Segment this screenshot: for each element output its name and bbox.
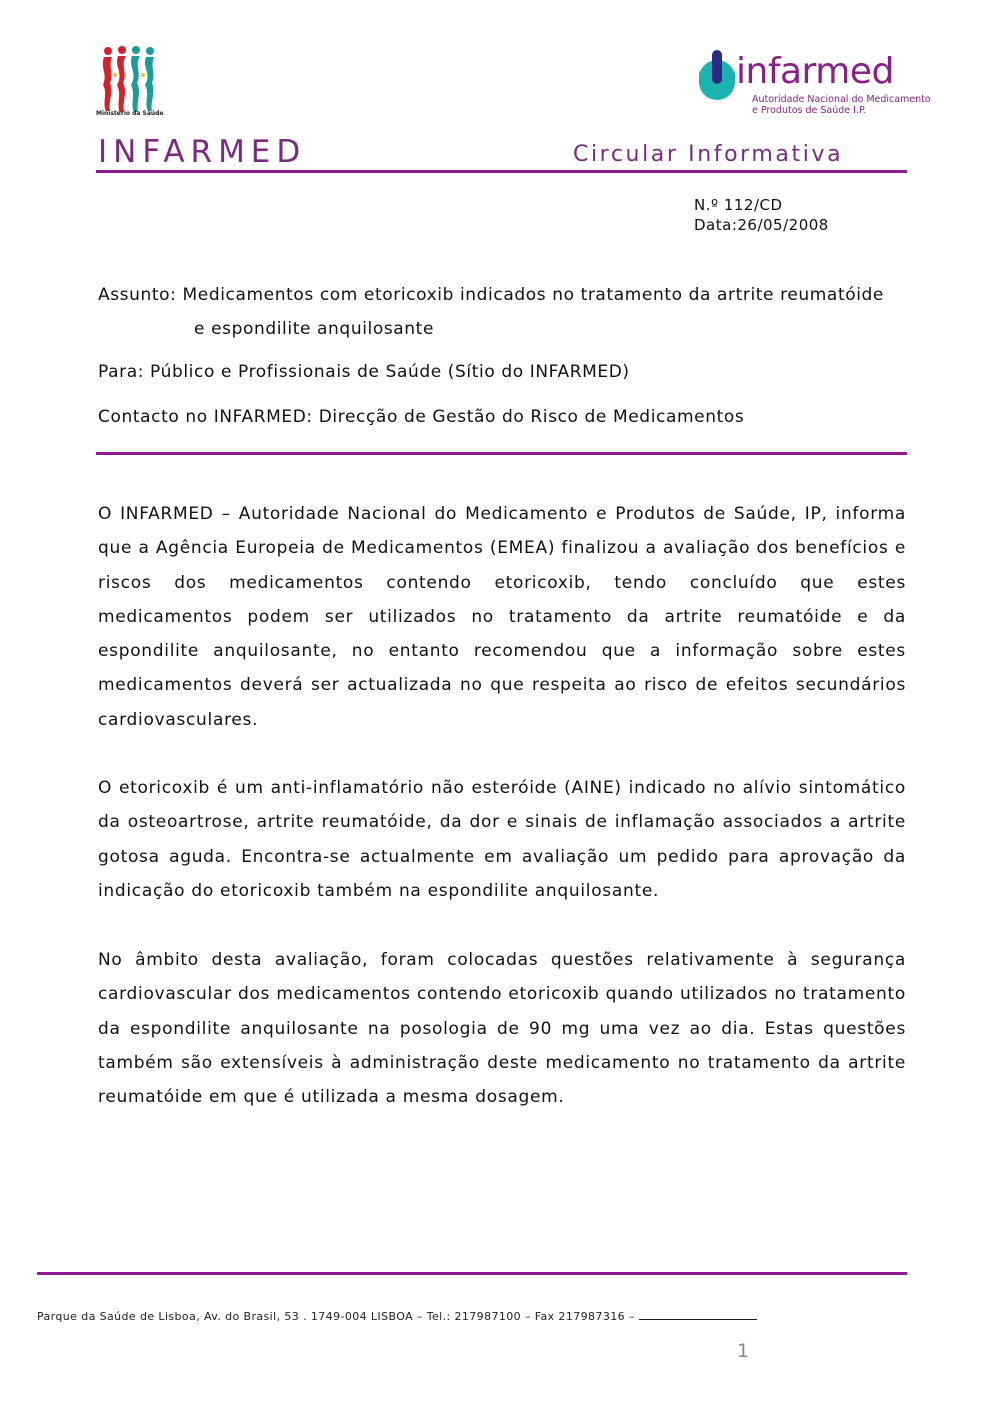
circular-date: Data:26/05/2008: [694, 216, 829, 234]
infarmed-logo-icon: [697, 50, 737, 100]
subject-line-2: e espondilite anquilosante: [194, 319, 435, 339]
circular-number: N.º 112/CD: [694, 196, 783, 214]
body-paragraph-2: O etoricoxib é um anti-inflamatório não esteróide (AINE) indicado no alívio sintomático da osteoartrose, artrite reumatóide, da dor e sinais de inflamação associados a artrite gotosa aguda. Encontra-se actualmente em avaliação um pedido para aprovação da indicação do etoricoxib também na espondilite anquilosante.: [98, 778, 906, 901]
ministry-caption: Ministério da Saúde: [96, 110, 164, 117]
brand-subtitle-line2: e Produtos de Saúde I.P.: [752, 105, 867, 116]
contact: Contacto no INFARMED: Direcção de Gestão do Risco de Medicamentos: [98, 407, 745, 427]
document-type: Circular Informativa: [573, 142, 844, 167]
recipients: Para: Público e Profissionais de Saúde (Sítio do INFARMED): [98, 362, 630, 382]
page-number: 1: [737, 1340, 750, 1362]
brand-subtitle-line1: Autoridade Nacional do Medicamento: [752, 94, 931, 105]
ministerio-da-saude-logo: [98, 45, 160, 117]
details-divider: [96, 452, 907, 455]
brand-subtitle: [752, 94, 931, 116]
footer-divider: [37, 1272, 907, 1275]
body-paragraph-3: No âmbito desta avaliação, foram colocadas questões relativamente à segurança cardiovascular dos medicamentos contendo etoricoxib quando utilizados no tratamento da espondilite anquilosante na posologia de 90 mg uma vez ao dia. Estas questões também são extensíveis à administração deste medicamento no tratamento da artrite reumatóide em que é utilizada a mesma dosagem.: [98, 950, 906, 1108]
footer-blank-line: [639, 1310, 757, 1320]
subject-line-1: Assunto: Medicamentos com etoricoxib indicados no tratamento da artrite reumatóide: [98, 285, 884, 305]
header-divider: [96, 170, 907, 173]
body-paragraph-1: O INFARMED – Autoridade Nacional do Medicamento e Produtos de Saúde, IP, informa que a Agência Europeia de Medicamentos (EMEA) finalizou a avaliação dos benefícios e riscos dos medicamentos contendo etoricoxib, tendo concluído que estes medicamentos podem ser utilizados no tratamento da artrite reumatóide e da espondilite anquilosante, no entanto recomendou que a informação sobre estes medicamentos deverá ser actualizada no que respeita ao risco de efeitos secundários cardiovasculares.: [98, 504, 906, 730]
header-title: INFARMED: [98, 134, 307, 170]
footer-address-text: Parque da Saúde de Lisboa, Av. do Brasil, 53 . 1749-004 LISBOA – Tel.: 217987100 – Fax 217987316 –: [37, 1310, 635, 1323]
footer-address: [37, 1310, 757, 1323]
brand-wordmark: infarmed: [736, 51, 894, 92]
